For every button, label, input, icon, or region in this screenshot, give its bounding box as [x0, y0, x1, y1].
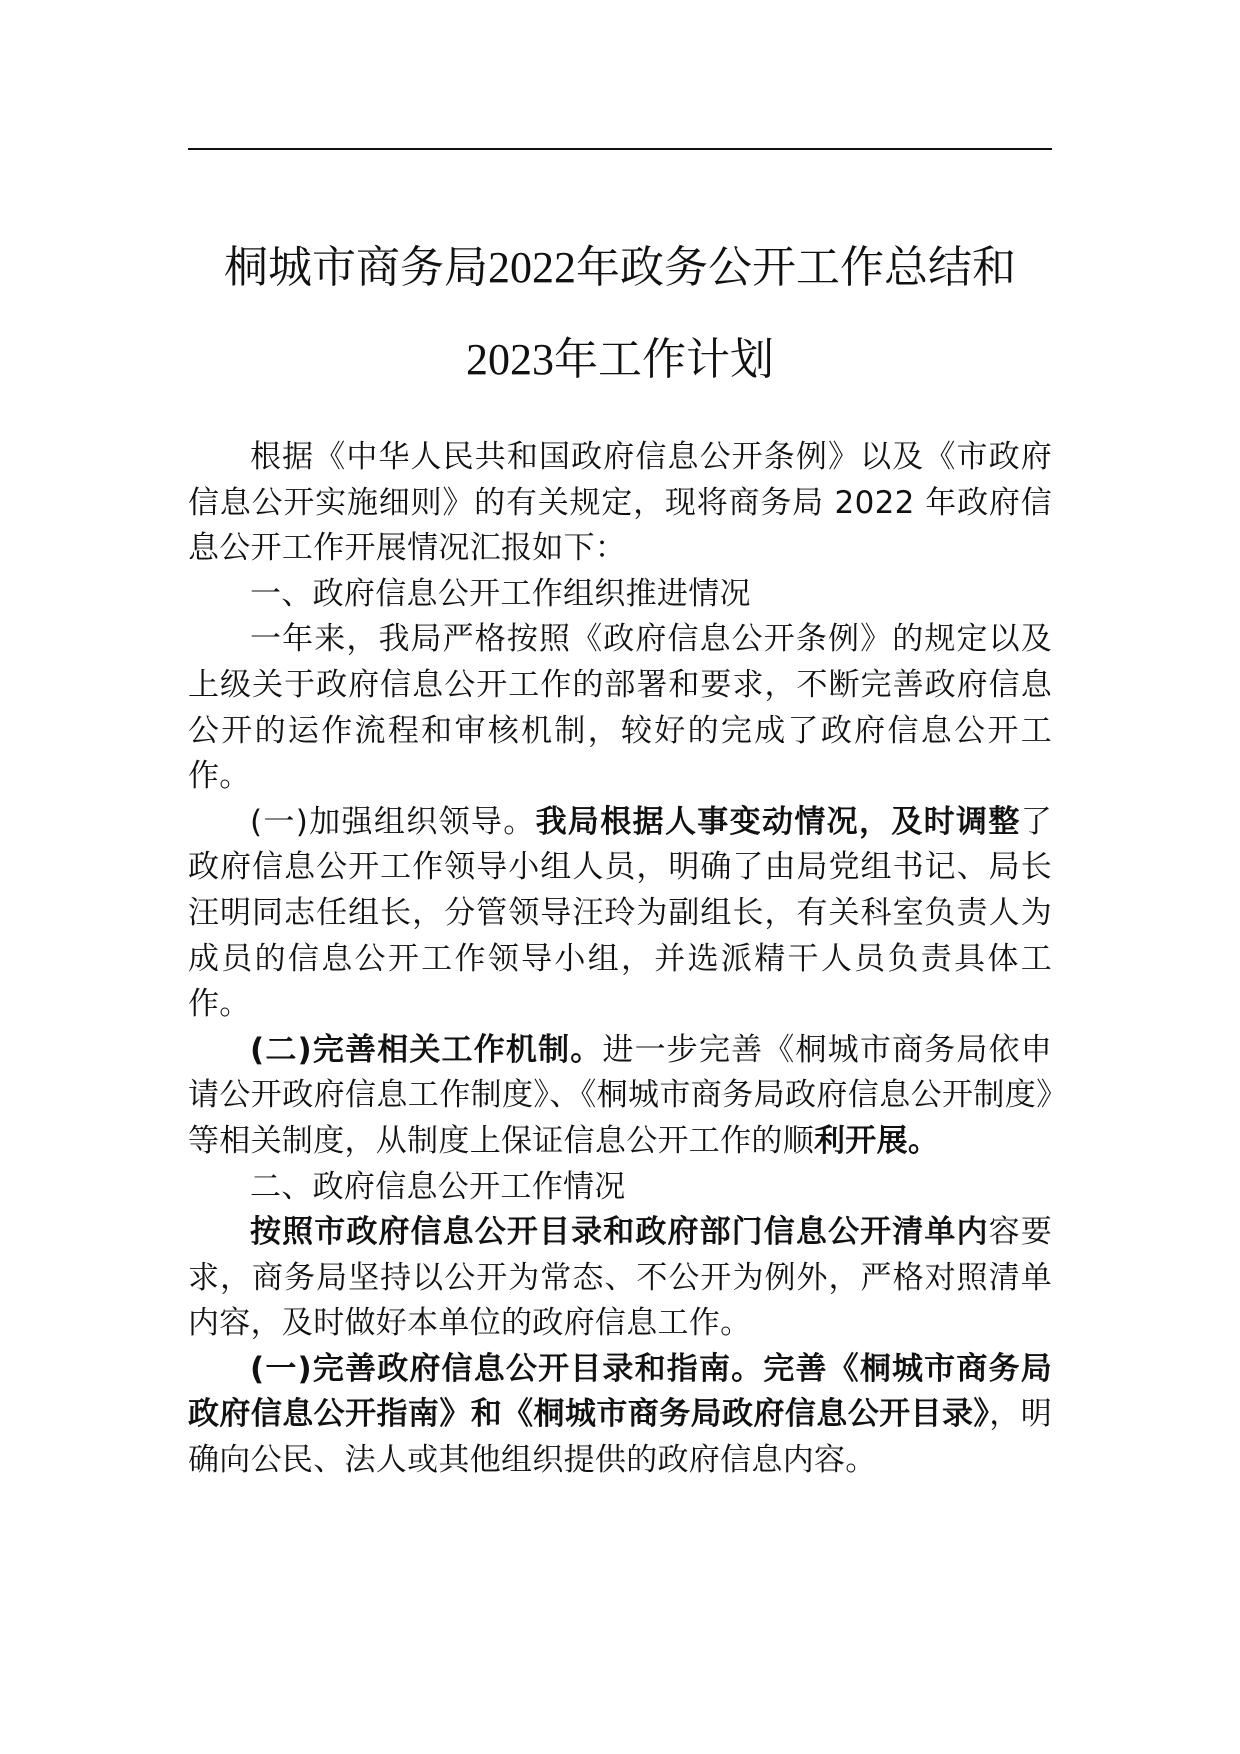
title-line-2 [180, 314, 1060, 406]
item-1-text: 了政府信息公开工作领导小组人员，明确了由局党组书记、局长汪明同志任组长，分管领导汪玲为副组长，有关科室负责人为成员的信息公开工作领导小组，并选派精干人员负责具体工作。 [188, 803, 1053, 1023]
section-1-heading: 一、政府信息公开工作组织推进情况 [250, 575, 751, 612]
item-2-lead: (二)完善相关工作机制。 [250, 1031, 603, 1068]
title-prefix: 桐城市商务局 [224, 242, 488, 293]
title-line-1 [180, 222, 1060, 314]
section-2-bold-text: 按照市政府信息公开目录和政府部门信息公开清单内 [250, 1214, 989, 1251]
section-2-paragraph [188, 1210, 1052, 1347]
section-2-text: 容要求，商务局坚持以公开为常态、不公开为例外，严格对照清单内容，及时做好本单位的政府信息工作。 [188, 1214, 1052, 1342]
section-1-item-2-paragraph [188, 1028, 1052, 1165]
document-body [188, 435, 1052, 1484]
item-2-text: 进一步完善《桐城市商务局依申请公开政府信息工作制度》、《桐城市商务局政府信息公开制度》等相关制度，从制度上保证信息公开工作的顺 [188, 1031, 1053, 1159]
item-1-bold-text: 我局根据人事变动情况，及时调整 [535, 803, 1021, 840]
section-2-item-1-paragraph [188, 1347, 1052, 1484]
title-line2-suffix: 年工作计划 [554, 334, 774, 385]
item-2-end: 利开展。 [814, 1122, 940, 1159]
section-1-paragraph: 一年来，我局严格按照《政府信息公开条例》的规定以及上级关于政府信息公开工作的部署和要求，不断完善政府信息公开的运作流程和审核机制，较好的完成了政府信息公开工作。 [188, 621, 1052, 795]
document-title [180, 222, 1060, 406]
section-2-heading: 二、政府信息公开工作情况 [250, 1168, 626, 1205]
title-year-2022: 2022 [488, 243, 576, 292]
section-1-item-1-paragraph [188, 800, 1052, 1028]
intro-paragraph: 根据《中华人民共和国政府信息公开条例》以及《市政府信息公开实施细则》的有关规定，现将商务局 2022 年政府信息公开工作开展情况汇报如下： [188, 439, 1052, 567]
title-year-2023: 2023 [466, 335, 554, 384]
item-1-lead: (一)加强组织领导。 [250, 803, 536, 840]
s2-item-1-text: ，明确向公民、法人或其他组织提供的政府信息内容。 [188, 1396, 1052, 1479]
title-line1-suffix: 年政务公开工作总结和 [576, 242, 1016, 293]
header-divider-line [188, 148, 1052, 150]
s2-item-1-lead: (一)完善政府信息公开目录和指南。 [250, 1350, 764, 1387]
s2-item-1-bold-text: 完善《桐城市商务局政府信息公开指南》和《桐城市商务局政府信息公开目录》 [188, 1350, 1053, 1433]
